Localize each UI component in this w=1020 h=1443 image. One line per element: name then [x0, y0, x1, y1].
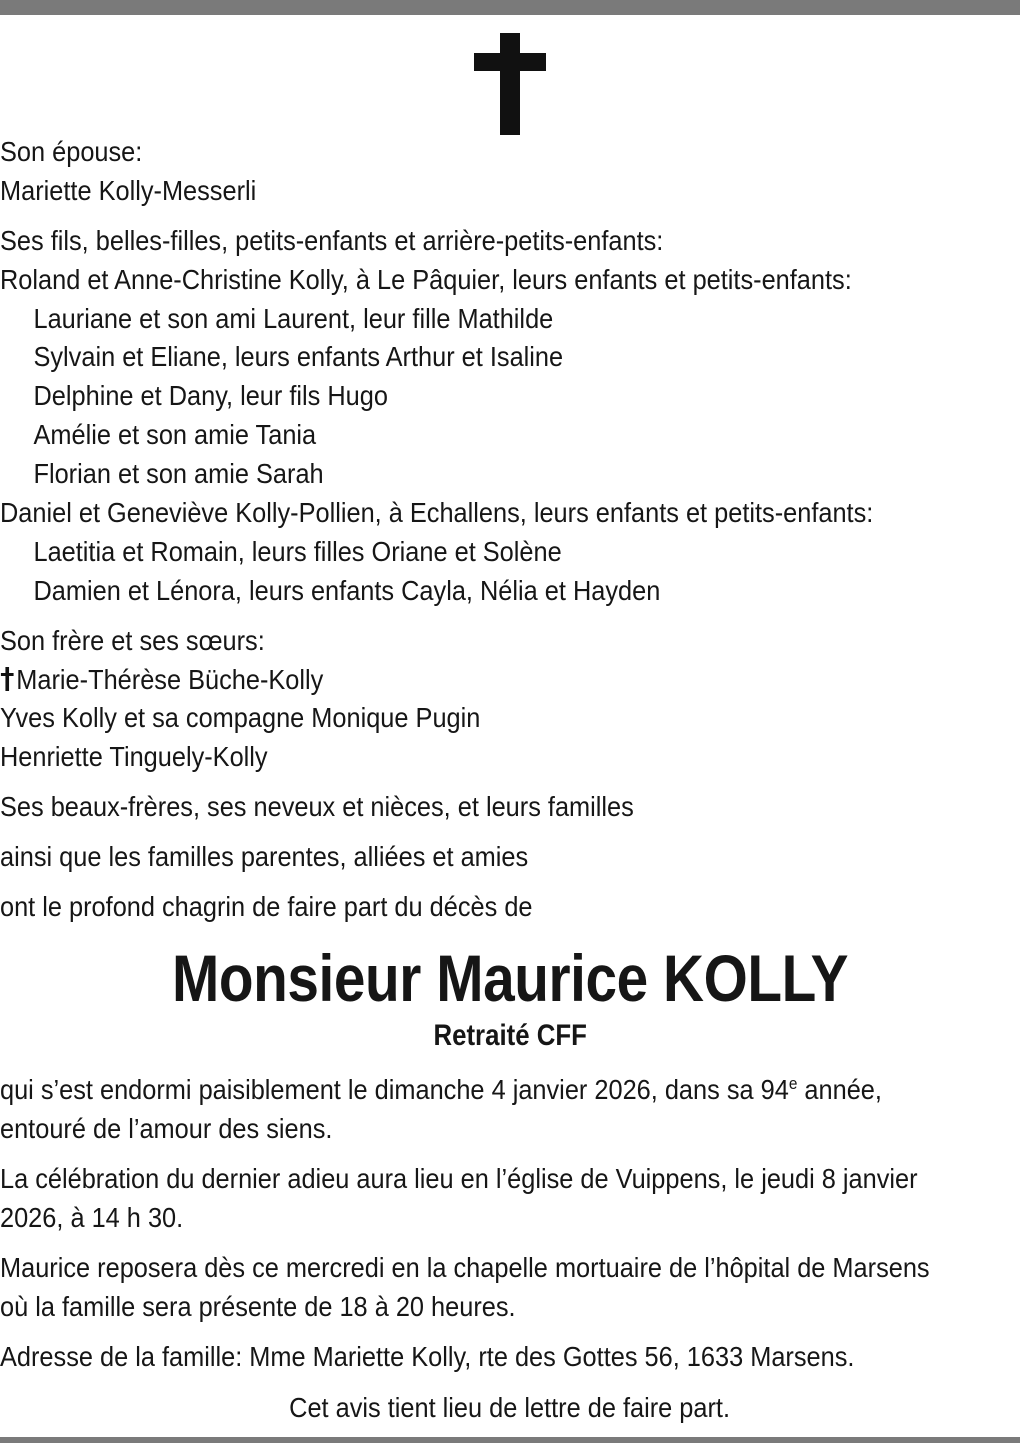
wake-line-2: où la famille sera présente de 18 à 20 heures.: [0, 1291, 516, 1322]
bottom-rule: [0, 1437, 1020, 1443]
sibling: Yves Kolly et sa compagne Monique Pugin: [0, 702, 481, 734]
small-cross-icon: [0, 667, 16, 691]
spouse-heading: Son épouse:: [0, 136, 143, 167]
family1-member: Florian et son amie Sarah: [33, 458, 324, 490]
children-heading: Ses fils, belles-filles, petits-enfants et arrière-petits-enfants:: [0, 224, 664, 256]
family-list: [0, 133, 923, 927]
sibling-deceased-row: [0, 661, 923, 700]
sibling: Henriette Tinguely-Kolly: [0, 741, 268, 773]
relatives: ainsi que les familles parentes, alliées et amies: [0, 841, 529, 873]
ceremony-line-1: La célébration du dernier adieu aura lieu en l’église de Vuippens, le jeudi 8 janvier: [0, 1163, 918, 1194]
extended-family: Ses beaux-frères, ses neveux et nièces, et leurs familles: [0, 791, 634, 823]
family1-member: Lauriane et son ami Laurent, leur fille Mathilde: [33, 302, 554, 334]
details: [0, 1071, 1020, 1377]
footer-note: Cet avis tient lieu de lettre de faire part.: [289, 1392, 731, 1423]
family2-member: Damien et Lénora, leurs enfants Cayla, Nélia et Hayden: [33, 574, 661, 606]
family1-member: Delphine et Dany, leur fils Hugo: [33, 380, 388, 412]
family1-member: Amélie et son amie Tania: [33, 419, 317, 451]
family1-member: Sylvain et Eliane, leurs enfants Arthur et Isaline: [33, 341, 564, 373]
latin-cross-icon: [474, 33, 546, 135]
wake-line-1: Maurice reposera dès ce mercredi en la chapelle mortuaire de l’hôpital de Marsens: [0, 1252, 930, 1283]
deceased-name: Monsieur Maurice KOLLY: [171, 941, 849, 1015]
sibling-deceased: Marie-Thérèse Büche-Kolly: [16, 663, 324, 695]
family-address: Adresse de la famille: Mme Mariette Kolly, rte des Gottes 56, 1633 Marsens.: [0, 1341, 855, 1372]
family1-head: Roland et Anne-Christine Kolly, à Le Pâquier, leurs enfants et petits-enfants:: [0, 263, 852, 295]
announcement: ont le profond chagrin de faire part du décès de: [0, 891, 533, 923]
deceased-occupation: Retraité CFF: [433, 1019, 587, 1052]
family2-head: Daniel et Geneviève Kolly-Pollien, à Echallens, leurs enfants et petits-enfants:: [0, 497, 874, 529]
ceremony-line-2: 2026, à 14 h 30.: [0, 1202, 184, 1233]
death-line-1: qui s’est endormi paisiblement le dimanche 4 janvier 2026, dans sa 94e année,: [0, 1074, 882, 1105]
spouse-name: Mariette Kolly-Messerli: [0, 174, 257, 206]
death-line-2: entouré de l’amour des siens.: [0, 1113, 333, 1144]
top-rule: [0, 0, 1020, 15]
siblings-heading: Son frère et ses sœurs:: [0, 624, 265, 656]
family2-member: Laetitia et Romain, leurs filles Oriane et Solène: [33, 535, 562, 567]
